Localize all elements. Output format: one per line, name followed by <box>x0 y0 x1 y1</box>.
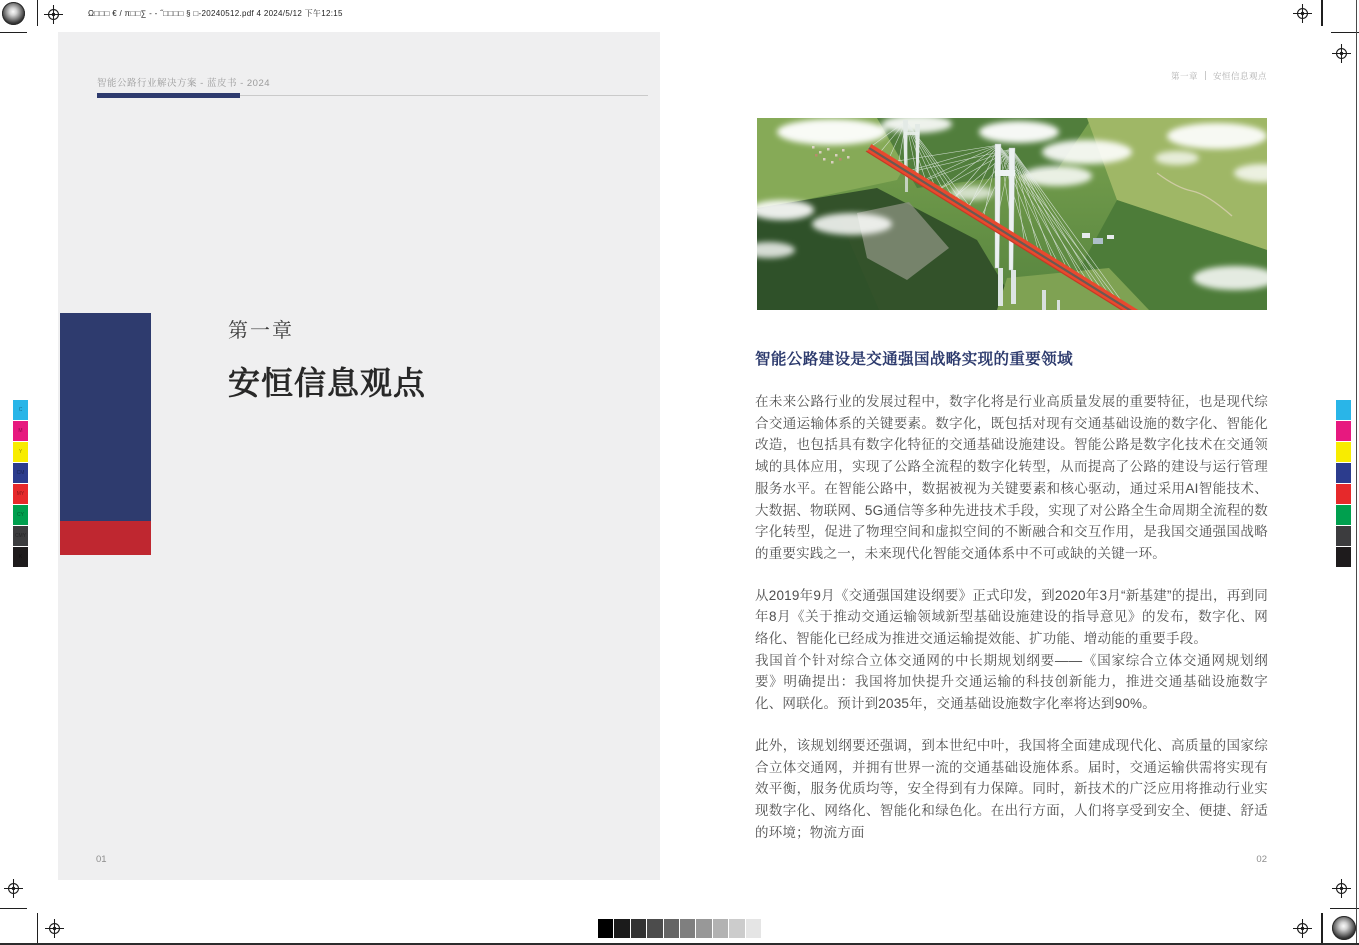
crop-mark <box>0 908 27 910</box>
sheet-edge-right <box>1356 0 1358 945</box>
registration-ball-icon <box>1332 916 1356 940</box>
bridge-aerial-photo <box>757 118 1267 310</box>
color-swatch-cy <box>13 505 28 525</box>
page-number-left: 01 <box>96 854 107 865</box>
color-swatch-cm <box>1336 463 1351 483</box>
grayscale-step <box>680 919 695 938</box>
sheet-edge-bottom <box>0 943 1359 945</box>
chapter-block-navy <box>60 313 151 521</box>
running-header-section: 安恒信息观点 <box>1212 71 1267 81</box>
crop-mark <box>1321 913 1323 945</box>
registration-ball-icon <box>2 2 25 25</box>
page-left <box>58 32 660 880</box>
registration-crosshair-icon <box>4 879 23 898</box>
crop-mark <box>37 913 39 945</box>
color-swatch-label: CY <box>17 512 24 518</box>
chapter-title: 安恒信息观点 <box>228 365 427 401</box>
running-header-right <box>1040 70 1267 82</box>
chapter-color-block <box>60 313 151 555</box>
running-header-left: 智能公路行业解决方案 - 蓝皮书 - 2024 <box>97 78 271 89</box>
body-paragraph: 我国首个针对综合立体交通网的中长期规划纲要——《国家综合立体交通网规划纲要》明确提出：我国将加快提升交通运输的科技创新能力，推进交通基础设施数字化、网联化。预计到2035年，交通基础设施数字化率将达到90%。 <box>755 652 1268 712</box>
header-rule-accent <box>97 93 240 98</box>
color-swatch-label: M <box>18 428 23 434</box>
registration-crosshair-icon <box>1293 4 1312 23</box>
color-swatch-label: K <box>18 554 23 560</box>
grayscale-step <box>729 919 744 938</box>
color-swatch-cmy <box>1336 526 1351 546</box>
color-swatch-c <box>1336 400 1351 420</box>
color-swatch-cmy <box>13 526 28 546</box>
color-swatch-c <box>13 400 28 420</box>
body-paragraph: 此外，该规划纲要还强调，到本世纪中叶，我国将全面建成现代化、高质量的国家综合立体交通网，并拥有世界一流的交通基础设施体系。届时，交通运输供需将实现有效平衡，服务优质均等，安全得到有力保障。同时，新技术的广泛应用将推动行业实现数字化、网络化、智能化和绿色化。在出行方面，人们将享受到安全、便捷、舒适的环境；物流方面 <box>755 737 1268 840</box>
section-heading: 智能公路建设是交通强国战略实现的重要领域 <box>755 351 1074 368</box>
grayscale-step <box>614 919 629 938</box>
color-swatch-label: Y <box>18 449 23 455</box>
grayscale-step <box>696 919 711 938</box>
grayscale-calibration-bar <box>598 919 761 938</box>
grayscale-step <box>631 919 646 938</box>
crop-mark <box>1321 0 1323 26</box>
bridge-photo-illustration <box>757 118 1267 310</box>
body-paragraph: 从2019年9月《交通强国建设纲要》正式印发，到2020年3月“新基建”的提出，再到同年8月《关于推动交通运输领域新型基础设施建设的指导意见》的发布，数字化、网络化、智能化已经成为推进交通运输提效能、扩功能、增动能的重要手段。 <box>755 587 1268 647</box>
header-divider <box>1205 71 1206 80</box>
body-text <box>755 391 1268 843</box>
registration-crosshair-icon <box>1332 44 1351 63</box>
header-rule <box>97 93 648 98</box>
grayscale-step <box>746 919 761 938</box>
color-swatch-my <box>1336 484 1351 504</box>
color-swatch-cm <box>13 463 28 483</box>
color-swatch-k <box>1336 547 1351 567</box>
registration-crosshair-icon <box>44 5 63 24</box>
color-swatch-cy <box>1336 505 1351 525</box>
page-number-right: 02 <box>1256 854 1267 865</box>
color-swatch-label: CM <box>16 470 25 476</box>
grayscale-step <box>664 919 679 938</box>
color-swatch-m <box>1336 421 1351 441</box>
grayscale-step <box>598 919 613 938</box>
color-swatch-label: C <box>18 407 23 413</box>
crop-mark <box>37 0 39 26</box>
color-swatch-m <box>13 421 28 441</box>
crop-mark <box>0 32 27 34</box>
body-paragraph: 在未来公路行业的发展过程中，数字化将是行业高质量发展的重要特征，也是现代综合交通运输体系的关键要素。数字化，既包括对现有交通基础设施的数字化、智能化改造，也包括具有数字化特征的交通基础设施建设。智能公路是数字化技术在交通领域的具体应用，实现了公路全流程的数字化转型，从而提高了公路的建设与运行管理服务水平。在智能公路中，数据被视为关键要素和核心驱动，通过采用AI智能技术、大数据、物联网、5G通信等多种先进技术手段，实现了对公路全生命周期全流程的数字化转型，促进了物理空间和虚拟空间的不断融合和交互作用，是我国交通强国战略的重要实践之一，未来现代化智能交通体系中不可或缺的关键一环。 <box>755 394 1268 561</box>
color-swatch-label: MY <box>16 491 25 497</box>
running-header-chapter: 第一章 <box>1170 71 1198 81</box>
chapter-block-red <box>60 521 151 555</box>
color-swatch-y <box>13 442 28 462</box>
color-calibration-bar-left <box>13 400 28 567</box>
color-swatch-label: CMY <box>14 533 27 539</box>
registration-crosshair-icon <box>1293 919 1312 938</box>
proof-slug-line: Ω□□□ € / π□□∑ - - ˝□□□□ § □-20240512.pdf 4 2024/5/12 下午12:15 <box>88 9 343 18</box>
chapter-label: 第一章 <box>228 320 294 342</box>
header-rule-line <box>240 95 648 96</box>
grayscale-step <box>713 919 728 938</box>
grayscale-step <box>647 919 662 938</box>
color-calibration-bar-right <box>1336 400 1351 567</box>
registration-crosshair-icon <box>45 919 64 938</box>
color-swatch-my <box>13 484 28 504</box>
registration-crosshair-icon <box>1332 879 1351 898</box>
color-swatch-k <box>13 547 28 567</box>
color-swatch-y <box>1336 442 1351 462</box>
